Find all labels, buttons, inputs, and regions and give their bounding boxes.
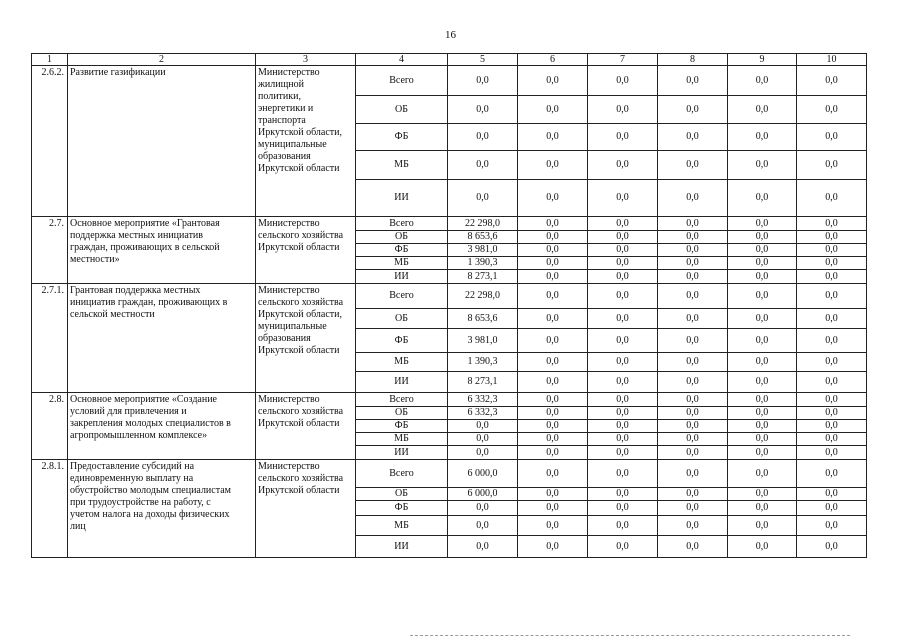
page-number: 16 bbox=[445, 29, 456, 41]
amount-cell: 6 332,3 bbox=[448, 407, 518, 420]
amount-cell: 0,0 bbox=[448, 536, 518, 558]
funding-source: МБ bbox=[356, 433, 448, 446]
amount-cell: 0,0 bbox=[728, 446, 797, 460]
row-number: 2.6.2. bbox=[32, 66, 68, 217]
amount-cell: 0,0 bbox=[588, 180, 658, 217]
amount-cell: 0,0 bbox=[588, 66, 658, 96]
row-number: 2.8. bbox=[32, 393, 68, 460]
amount-cell: 0,0 bbox=[658, 420, 728, 433]
column-header: 9 bbox=[728, 54, 797, 66]
amount-cell: 8 653,6 bbox=[448, 231, 518, 244]
amount-cell: 0,0 bbox=[728, 501, 797, 516]
amount-cell: 0,0 bbox=[797, 180, 867, 217]
amount-cell: 0,0 bbox=[728, 372, 797, 393]
funding-source: ОБ bbox=[356, 488, 448, 501]
amount-cell: 0,0 bbox=[518, 420, 588, 433]
amount-cell: 0,0 bbox=[728, 393, 797, 407]
funding-source: ФБ bbox=[356, 501, 448, 516]
amount-cell: 0,0 bbox=[588, 257, 658, 270]
amount-cell: 0,0 bbox=[658, 516, 728, 536]
column-header: 6 bbox=[518, 54, 588, 66]
amount-cell: 0,0 bbox=[658, 96, 728, 124]
amount-cell: 0,0 bbox=[797, 446, 867, 460]
amount-cell: 0,0 bbox=[588, 353, 658, 372]
column-header: 8 bbox=[658, 54, 728, 66]
row-number: 2.8.1. bbox=[32, 460, 68, 558]
amount-cell: 0,0 bbox=[728, 420, 797, 433]
amount-cell: 0,0 bbox=[518, 309, 588, 329]
amount-cell: 0,0 bbox=[728, 536, 797, 558]
amount-cell: 0,0 bbox=[797, 516, 867, 536]
funding-source: ФБ bbox=[356, 329, 448, 353]
amount-cell: 0,0 bbox=[448, 501, 518, 516]
amount-cell: 0,0 bbox=[448, 66, 518, 96]
amount-cell: 0,0 bbox=[797, 433, 867, 446]
column-header: 3 bbox=[256, 54, 356, 66]
amount-cell: 0,0 bbox=[518, 180, 588, 217]
amount-cell: 0,0 bbox=[728, 217, 797, 231]
amount-cell: 0,0 bbox=[658, 151, 728, 180]
amount-cell: 0,0 bbox=[658, 393, 728, 407]
amount-cell: 0,0 bbox=[518, 257, 588, 270]
funding-source: Всего bbox=[356, 284, 448, 309]
amount-cell: 0,0 bbox=[797, 460, 867, 488]
funding-source: ИИ bbox=[356, 536, 448, 558]
amount-cell: 0,0 bbox=[588, 309, 658, 329]
amount-cell: 0,0 bbox=[728, 180, 797, 217]
amount-cell: 3 981,0 bbox=[448, 244, 518, 257]
measure-name: Основное мероприятие «Грантовая поддержка местных инициатив граждан, проживающих в сельской местности» bbox=[68, 217, 256, 284]
amount-cell: 0,0 bbox=[588, 460, 658, 488]
amount-cell: 0,0 bbox=[658, 66, 728, 96]
amount-cell: 0,0 bbox=[518, 536, 588, 558]
amount-cell: 22 298,0 bbox=[448, 284, 518, 309]
amount-cell: 0,0 bbox=[728, 231, 797, 244]
budget-table bbox=[31, 53, 867, 558]
measure-name: Основное мероприятие «Создание условий для привлечения и закрепления молодых специалистов в агропромышленном комплексе» bbox=[68, 393, 256, 460]
funding-source: МБ bbox=[356, 257, 448, 270]
amount-cell: 0,0 bbox=[518, 460, 588, 488]
amount-cell: 0,0 bbox=[658, 460, 728, 488]
amount-cell: 0,0 bbox=[728, 151, 797, 180]
measure-name: Предоставление субсидий на единовременную выплату на обустройство молодым специалистам при трудоустройстве на работу, с учетом налога на доходы физических лиц bbox=[68, 460, 256, 558]
amount-cell: 0,0 bbox=[658, 353, 728, 372]
amount-cell: 0,0 bbox=[658, 488, 728, 501]
amount-cell: 0,0 bbox=[797, 124, 867, 151]
amount-cell: 3 981,0 bbox=[448, 329, 518, 353]
funding-source: ОБ bbox=[356, 309, 448, 329]
funding-source: ФБ bbox=[356, 124, 448, 151]
amount-cell: 0,0 bbox=[518, 372, 588, 393]
amount-cell: 1 390,3 bbox=[448, 353, 518, 372]
amount-cell: 0,0 bbox=[588, 217, 658, 231]
funding-source: ОБ bbox=[356, 407, 448, 420]
amount-cell: 0,0 bbox=[518, 96, 588, 124]
amount-cell: 0,0 bbox=[797, 488, 867, 501]
column-header: 2 bbox=[68, 54, 256, 66]
amount-cell: 0,0 bbox=[797, 66, 867, 96]
amount-cell: 0,0 bbox=[518, 329, 588, 353]
amount-cell: 0,0 bbox=[797, 257, 867, 270]
amount-cell: 8 273,1 bbox=[448, 270, 518, 284]
amount-cell: 0,0 bbox=[797, 353, 867, 372]
amount-cell: 0,0 bbox=[797, 536, 867, 558]
funding-source: МБ bbox=[356, 151, 448, 180]
amount-cell: 0,0 bbox=[588, 516, 658, 536]
funding-source: ИИ bbox=[356, 446, 448, 460]
funding-source: Всего bbox=[356, 393, 448, 407]
amount-cell: 0,0 bbox=[728, 309, 797, 329]
amount-cell: 0,0 bbox=[448, 446, 518, 460]
funding-source: ИИ bbox=[356, 180, 448, 217]
table-row bbox=[32, 284, 867, 309]
amount-cell: 0,0 bbox=[448, 151, 518, 180]
funding-source: Всего bbox=[356, 66, 448, 96]
amount-cell: 0,0 bbox=[518, 501, 588, 516]
column-header: 1 bbox=[32, 54, 68, 66]
amount-cell: 0,0 bbox=[728, 124, 797, 151]
amount-cell: 0,0 bbox=[728, 66, 797, 96]
amount-cell: 0,0 bbox=[728, 488, 797, 501]
amount-cell: 0,0 bbox=[658, 217, 728, 231]
amount-cell: 0,0 bbox=[728, 244, 797, 257]
responsible-executor: Министерство сельского хозяйства Иркутской области, муниципальные образования Иркутской области bbox=[256, 284, 356, 393]
amount-cell: 0,0 bbox=[588, 536, 658, 558]
amount-cell: 0,0 bbox=[518, 446, 588, 460]
amount-cell: 8 653,6 bbox=[448, 309, 518, 329]
funding-source: ФБ bbox=[356, 244, 448, 257]
column-header: 7 bbox=[588, 54, 658, 66]
responsible-executor: Министерство сельского хозяйства Иркутской области bbox=[256, 217, 356, 284]
funding-source: ОБ bbox=[356, 96, 448, 124]
amount-cell: 0,0 bbox=[588, 151, 658, 180]
funding-source: ИИ bbox=[356, 372, 448, 393]
amount-cell: 0,0 bbox=[797, 96, 867, 124]
amount-cell: 0,0 bbox=[588, 329, 658, 353]
amount-cell: 0,0 bbox=[448, 516, 518, 536]
amount-cell: 0,0 bbox=[588, 501, 658, 516]
row-number: 2.7.1. bbox=[32, 284, 68, 393]
funding-source: МБ bbox=[356, 353, 448, 372]
amount-cell: 0,0 bbox=[518, 284, 588, 309]
amount-cell: 22 298,0 bbox=[448, 217, 518, 231]
amount-cell: 6 000,0 bbox=[448, 488, 518, 501]
amount-cell: 0,0 bbox=[448, 420, 518, 433]
amount-cell: 0,0 bbox=[797, 309, 867, 329]
amount-cell: 6 332,3 bbox=[448, 393, 518, 407]
amount-cell: 0,0 bbox=[518, 393, 588, 407]
amount-cell: 0,0 bbox=[588, 270, 658, 284]
funding-source: ИИ bbox=[356, 270, 448, 284]
amount-cell: 0,0 bbox=[518, 488, 588, 501]
table-row bbox=[32, 460, 867, 488]
amount-cell: 0,0 bbox=[728, 257, 797, 270]
amount-cell: 0,0 bbox=[728, 516, 797, 536]
amount-cell: 0,0 bbox=[658, 124, 728, 151]
amount-cell: 0,0 bbox=[658, 257, 728, 270]
amount-cell: 0,0 bbox=[588, 433, 658, 446]
amount-cell: 0,0 bbox=[518, 270, 588, 284]
amount-cell: 0,0 bbox=[448, 180, 518, 217]
amount-cell: 0,0 bbox=[658, 270, 728, 284]
amount-cell: 0,0 bbox=[797, 329, 867, 353]
funding-source: Всего bbox=[356, 217, 448, 231]
amount-cell: 0,0 bbox=[728, 407, 797, 420]
amount-cell: 0,0 bbox=[588, 420, 658, 433]
amount-cell: 0,0 bbox=[518, 66, 588, 96]
responsible-executor: Министерство жилищной политики, энергетики и транспорта Иркутской области, муниципальные образования Иркутской области bbox=[256, 66, 356, 217]
amount-cell: 0,0 bbox=[658, 407, 728, 420]
amount-cell: 0,0 bbox=[518, 407, 588, 420]
amount-cell: 0,0 bbox=[797, 501, 867, 516]
amount-cell: 0,0 bbox=[797, 151, 867, 180]
amount-cell: 1 390,3 bbox=[448, 257, 518, 270]
measure-name: Развитие газификации bbox=[68, 66, 256, 217]
amount-cell: 0,0 bbox=[728, 353, 797, 372]
amount-cell: 0,0 bbox=[728, 270, 797, 284]
amount-cell: 0,0 bbox=[658, 536, 728, 558]
amount-cell: 0,0 bbox=[797, 372, 867, 393]
amount-cell: 0,0 bbox=[588, 244, 658, 257]
amount-cell: 0,0 bbox=[658, 372, 728, 393]
column-header: 4 bbox=[356, 54, 448, 66]
amount-cell: 0,0 bbox=[728, 284, 797, 309]
amount-cell: 0,0 bbox=[797, 420, 867, 433]
amount-cell: 0,0 bbox=[797, 244, 867, 257]
amount-cell: 0,0 bbox=[588, 407, 658, 420]
amount-cell: 0,0 bbox=[448, 96, 518, 124]
table-row bbox=[32, 66, 867, 96]
amount-cell: 0,0 bbox=[797, 217, 867, 231]
amount-cell: 0,0 bbox=[448, 433, 518, 446]
amount-cell: 0,0 bbox=[658, 309, 728, 329]
funding-source: Всего bbox=[356, 460, 448, 488]
amount-cell: 0,0 bbox=[797, 231, 867, 244]
row-number: 2.7. bbox=[32, 217, 68, 284]
amount-cell: 0,0 bbox=[588, 284, 658, 309]
amount-cell: 0,0 bbox=[588, 124, 658, 151]
amount-cell: 0,0 bbox=[658, 284, 728, 309]
table-row bbox=[32, 217, 867, 231]
amount-cell: 0,0 bbox=[658, 244, 728, 257]
amount-cell: 0,0 bbox=[658, 231, 728, 244]
amount-cell: 0,0 bbox=[797, 284, 867, 309]
amount-cell: 0,0 bbox=[518, 516, 588, 536]
responsible-executor: Министерство сельского хозяйства Иркутской области bbox=[256, 460, 356, 558]
amount-cell: 0,0 bbox=[728, 96, 797, 124]
column-header: 10 bbox=[797, 54, 867, 66]
amount-cell: 0,0 bbox=[588, 372, 658, 393]
amount-cell: 0,0 bbox=[658, 433, 728, 446]
amount-cell: 0,0 bbox=[728, 460, 797, 488]
amount-cell: 0,0 bbox=[797, 393, 867, 407]
amount-cell: 0,0 bbox=[518, 217, 588, 231]
amount-cell: 8 273,1 bbox=[448, 372, 518, 393]
amount-cell: 0,0 bbox=[588, 488, 658, 501]
amount-cell: 0,0 bbox=[518, 124, 588, 151]
measure-name: Грантовая поддержка местных инициатив граждан, проживающих в сельской местности bbox=[68, 284, 256, 393]
funding-source: ФБ bbox=[356, 420, 448, 433]
amount-cell: 0,0 bbox=[728, 433, 797, 446]
amount-cell: 0,0 bbox=[588, 231, 658, 244]
table-row bbox=[32, 393, 867, 407]
amount-cell: 0,0 bbox=[448, 124, 518, 151]
amount-cell: 0,0 bbox=[658, 501, 728, 516]
column-header: 5 bbox=[448, 54, 518, 66]
amount-cell: 0,0 bbox=[728, 329, 797, 353]
funding-source: МБ bbox=[356, 516, 448, 536]
page-edge-rule bbox=[410, 635, 850, 636]
amount-cell: 0,0 bbox=[658, 180, 728, 217]
amount-cell: 0,0 bbox=[518, 231, 588, 244]
funding-source: ОБ bbox=[356, 231, 448, 244]
responsible-executor: Министерство сельского хозяйства Иркутской области bbox=[256, 393, 356, 460]
amount-cell: 0,0 bbox=[658, 446, 728, 460]
amount-cell: 0,0 bbox=[518, 353, 588, 372]
amount-cell: 0,0 bbox=[658, 329, 728, 353]
amount-cell: 0,0 bbox=[588, 446, 658, 460]
amount-cell: 0,0 bbox=[797, 270, 867, 284]
amount-cell: 0,0 bbox=[588, 393, 658, 407]
amount-cell: 0,0 bbox=[518, 151, 588, 180]
amount-cell: 0,0 bbox=[797, 407, 867, 420]
amount-cell: 6 000,0 bbox=[448, 460, 518, 488]
amount-cell: 0,0 bbox=[518, 244, 588, 257]
amount-cell: 0,0 bbox=[588, 96, 658, 124]
table-header-row bbox=[32, 54, 867, 66]
amount-cell: 0,0 bbox=[518, 433, 588, 446]
